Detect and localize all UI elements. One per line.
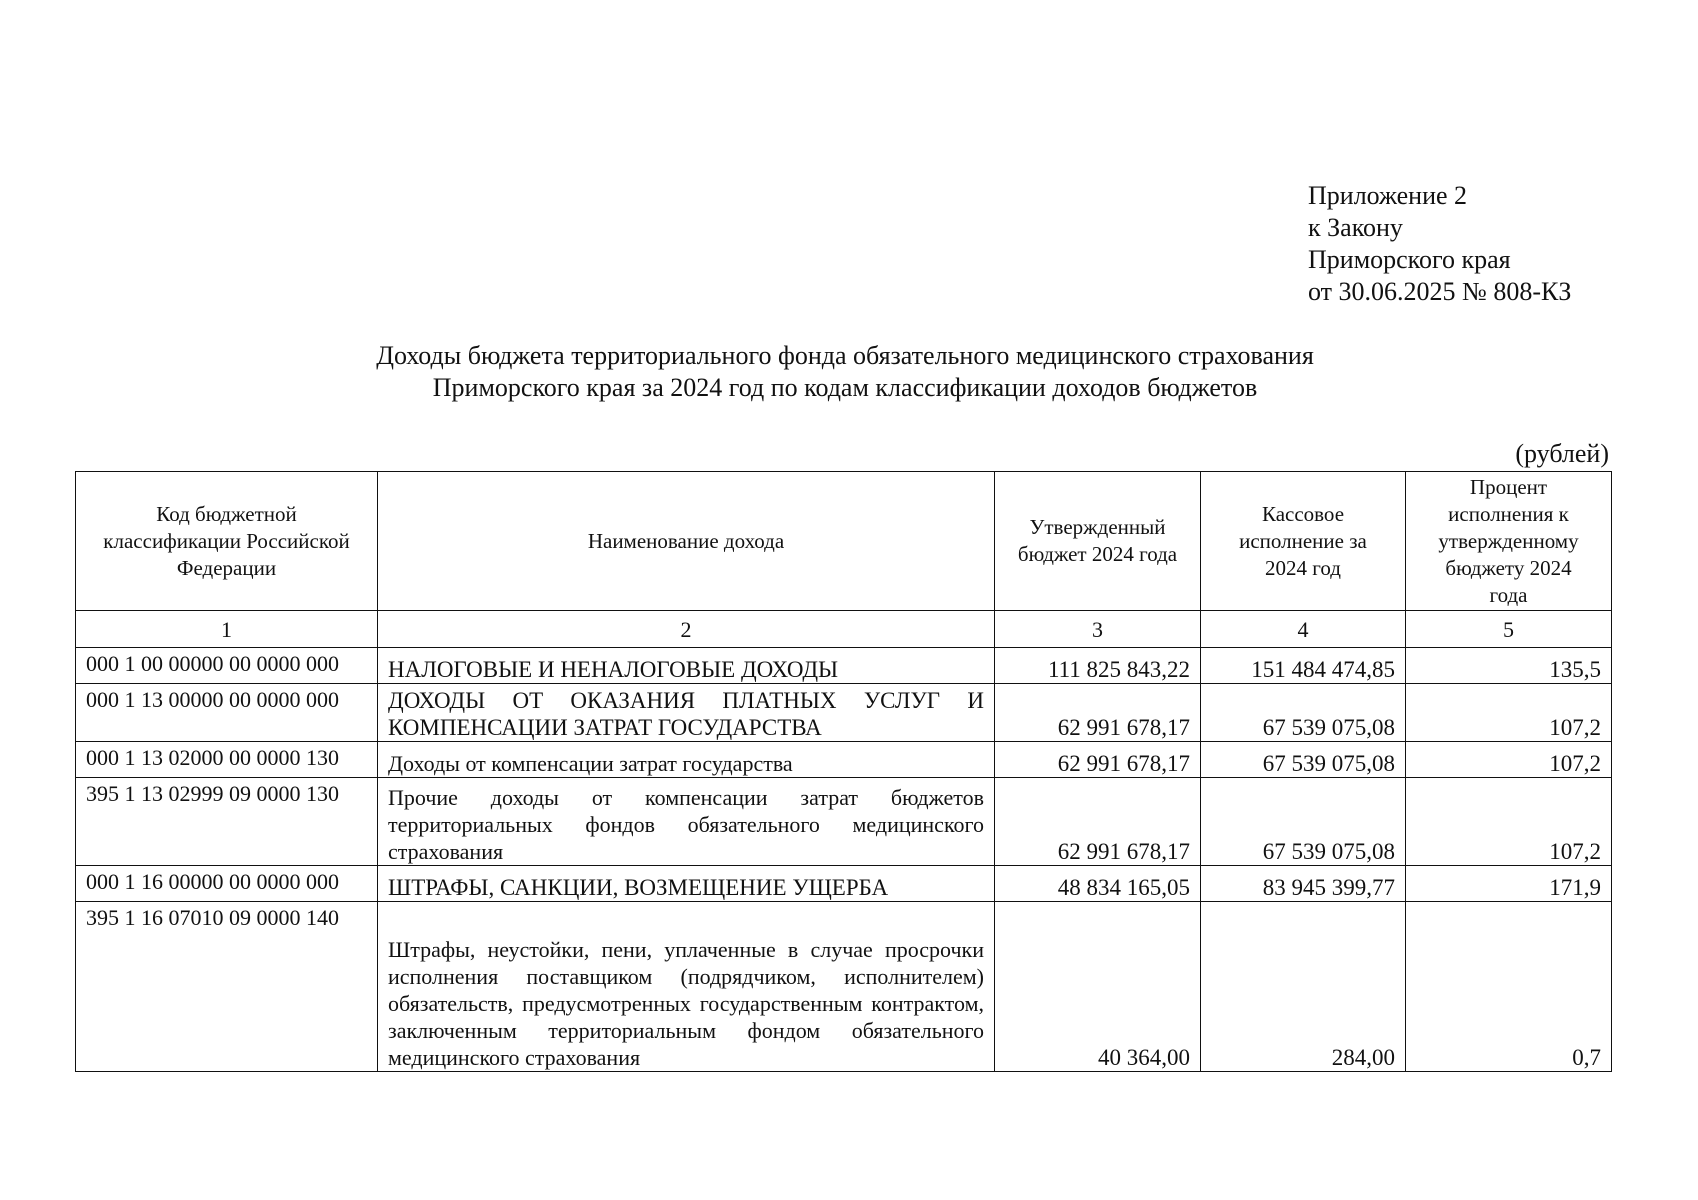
appendix-block	[1308, 180, 1571, 308]
appendix-line-4: от 30.06.2025 № 808-КЗ	[1308, 277, 1572, 306]
row-code: 395 1 13 02999 09 0000 130	[76, 778, 378, 866]
header-executed: Кассовое исполнение за 2024 год	[1201, 472, 1406, 611]
title-line-1: Доходы бюджета территориального фонда обязательного медицинского страхования	[376, 341, 1314, 370]
table-row	[76, 778, 1612, 866]
column-number: 1	[76, 611, 378, 648]
row-code: 000 1 00 00000 00 0000 000	[76, 648, 378, 684]
row-approved: 111 825 843,22	[995, 648, 1201, 684]
row-approved: 62 991 678,17	[995, 742, 1201, 778]
header-name: Наименование дохода	[378, 472, 995, 611]
table-header-row	[76, 472, 1612, 611]
appendix-line-3: Приморского края	[1308, 245, 1511, 274]
revenue-table	[75, 471, 1612, 1072]
row-name: ШТРАФЫ, САНКЦИИ, ВОЗМЕЩЕНИЕ УЩЕРБА	[378, 866, 995, 902]
table-row	[76, 902, 1612, 1072]
header-code: Код бюджетной классификации Российской Федерации	[76, 472, 378, 611]
row-name: ДОХОДЫ ОТ ОКАЗАНИЯ ПЛАТНЫХ УСЛУГ И КОМПЕНСАЦИИ ЗАТРАТ ГОСУДАРСТВА	[378, 684, 995, 742]
column-number-row	[76, 611, 1612, 648]
header-percent: Процент исполнения к утвержденному бюджету 2024 года	[1406, 472, 1612, 611]
document-title	[280, 340, 1410, 404]
column-number: 3	[995, 611, 1201, 648]
table-row	[76, 684, 1612, 742]
table-row	[76, 742, 1612, 778]
row-name: НАЛОГОВЫЕ И НЕНАЛОГОВЫЕ ДОХОДЫ	[378, 648, 995, 684]
row-percent: 107,2	[1406, 742, 1612, 778]
row-code: 395 1 16 07010 09 0000 140	[76, 902, 378, 1072]
header-approved: Утвержденный бюджет 2024 года	[995, 472, 1201, 611]
column-number: 5	[1406, 611, 1612, 648]
row-name: Штрафы, неустойки, пени, уплаченные в случае просрочки исполнения поставщиком (подрядчиком, исполнителем) обязательств, предусмотренных государственным контрактом, заключенным территориальным фондом обязательного медицинского страхования	[378, 902, 995, 1072]
row-percent: 0,7	[1406, 902, 1612, 1072]
column-number: 4	[1201, 611, 1406, 648]
row-executed: 83 945 399,77	[1201, 866, 1406, 902]
row-executed: 67 539 075,08	[1201, 742, 1406, 778]
row-percent: 171,9	[1406, 866, 1612, 902]
table-row	[76, 866, 1612, 902]
row-code: 000 1 13 00000 00 0000 000	[76, 684, 378, 742]
title-line-2: Приморского края за 2024 год по кодам классификации доходов бюджетов	[432, 373, 1258, 402]
row-executed: 67 539 075,08	[1201, 778, 1406, 866]
row-executed: 67 539 075,08	[1201, 684, 1406, 742]
row-executed: 284,00	[1201, 902, 1406, 1072]
row-name: Прочие доходы от компенсации затрат бюджетов территориальных фондов обязательного медицинского страхования	[378, 778, 995, 866]
row-name: Доходы от компенсации затрат государства	[378, 742, 995, 778]
row-code: 000 1 16 00000 00 0000 000	[76, 866, 378, 902]
row-executed: 151 484 474,85	[1201, 648, 1406, 684]
row-approved: 48 834 165,05	[995, 866, 1201, 902]
row-percent: 135,5	[1406, 648, 1612, 684]
appendix-line-1: Приложение 2	[1308, 181, 1468, 210]
row-approved: 62 991 678,17	[995, 778, 1201, 866]
row-approved: 40 364,00	[995, 902, 1201, 1072]
row-percent: 107,2	[1406, 684, 1612, 742]
row-code: 000 1 13 02000 00 0000 130	[76, 742, 378, 778]
appendix-line-2: к Закону	[1308, 213, 1403, 242]
column-number: 2	[378, 611, 995, 648]
row-percent: 107,2	[1406, 778, 1612, 866]
table-row	[76, 648, 1612, 684]
row-approved: 62 991 678,17	[995, 684, 1201, 742]
units-label: (рублей)	[1515, 439, 1609, 468]
